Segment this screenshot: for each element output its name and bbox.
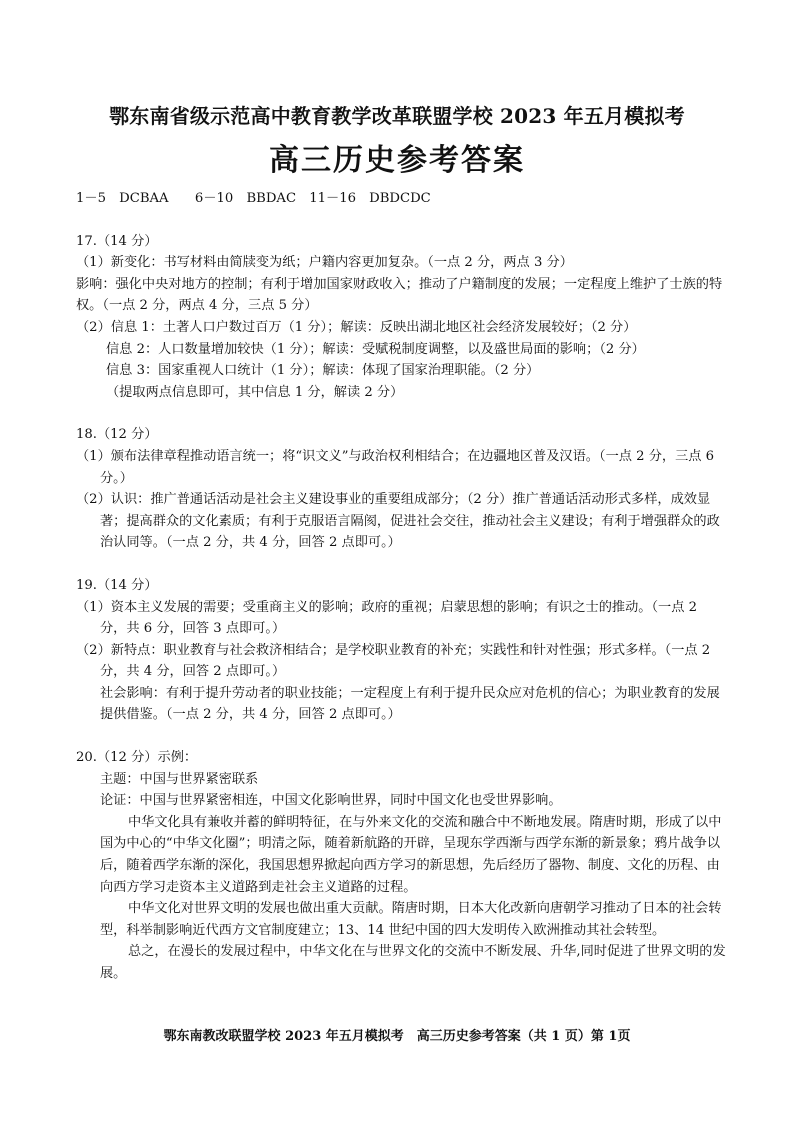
q20-thesis: 论证：中国与世界紧密相连，中国文化影响世界，同时中国文化也受世界影响。 [100, 793, 562, 809]
q19-part2: （2）新特点：职业教育与社会救济相结合；是学校职业教育的补充；实践性和针对性强；形式多样。（一点 2 分，共 4 分，回答 2 点即可。） [76, 642, 711, 680]
q20-theme: 主题：中国与世界紧密联系 [100, 771, 259, 787]
q17-part2-info3: 信息 3：国家重视人口统计（1 分）；解读：体现了国家治理职能。（2 分） [106, 363, 540, 379]
q17-note: （提取两点信息即可，其中信息 1 分，解读 2 分） [106, 384, 404, 400]
q18-heading: 18.（12 分） [76, 427, 158, 443]
document-title: 高三历史参考答案 [269, 143, 525, 178]
q17-heading: 17.（14 分） [76, 233, 158, 249]
q20-paragraph-1: 中华文化具有兼收并蓄的鲜明特征，在与外来文化的交流和融合中不断地发展。隋唐时期，形成了以中国为中心的“中华文化圈”；明清之际，随着新航路的开辟，呈现东学西渐与西学东渐的新景象；鸦片战争以后，随着西学东渐的深化，我国思想界掀起向西方学习的新思想，先后经历了器物、制度、文化的历程、由向西方学习走资本主义道路到走社会主义道路的过程。 [100, 814, 722, 895]
q19-part1: （1）资本主义发展的需要；受重商主义的影响；政府的重视；启蒙思想的影响；有识之士的推动。（一点 2 分，共 6 分，回答 3 点即可。） [76, 599, 697, 637]
q20-paragraph-2: 中华文化对世界文明的发展也做出重大贡献。隋唐时期，日本大化改新向唐朝学习推动了日本的社会转型，科举制影响近代西方文官制度建立；13、14 世纪中国的四大发明传入欧洲推动其社会转型。 [100, 901, 722, 938]
q20-paragraph-3: 总之，在漫长的发展过程中，中华文化在与世界文化的交流中不断发展、升华,同时促进了世界文明的发展。 [100, 944, 726, 981]
q19-heading: 19.（14 分） [76, 577, 158, 593]
q20-heading: 20.（12 分）示例： [76, 750, 198, 766]
q17-part2-info2: 信息 2：人口数量增加较快（1 分）；解读：受赋税制度调整，以及盛世局面的影响；（2 分） [106, 341, 645, 357]
answer-body [76, 188, 726, 985]
q17-part2-info1: （2）信息 1：土著人口户数过百万（1 分）；解读：反映出湖北地区社会经济发展较好；（2 分） [76, 319, 637, 335]
q19-social-impact: 社会影响：有利于提升劳动者的职业技能；一定程度上有利于提升民众应对危机的信心；为职业教育的发展提供借鉴。（一点 2 分，共 4 分，回答 2 点即可。） [100, 685, 720, 723]
multiple-choice-answers: 1－5 DCBAA 6－10 BBDAC 11－16 DBDCDC [76, 191, 431, 206]
exam-title: 鄂东南省级示范高中教育教学改革联盟学校 2023 年五月模拟考 [109, 104, 685, 128]
q18-part1: （1）颁布法律章程推动语言统一；将“识文义”与政治权利相结合；在边疆地区普及汉语。（一点 2 分，三点 6 分。） [76, 448, 715, 486]
q18-part2: （2）认识：推广普通话活动是社会主义建设事业的重要组成部分；（2 分）推广普通话活动形式多样，成效显著；提高群众的文化素质；有利于克服语言隔阂，促进社会交往，推动社会主义建设；有利于增强群众的政治认同等。（一点 2 分，共 4 分，回答 2 点即可。） [76, 492, 720, 551]
page-footer: 鄂东南教改联盟学校 2023 年五月模拟考 高三历史参考答案（共 1 页）第 1页 [163, 1029, 631, 1044]
q17-part1: （1）新变化：书写材料由简牍变为纸；户籍内容更加复杂。（一点 2 分，两点 3 分） [76, 255, 573, 271]
q17-influence: 影响：强化中央对地方的控制；有利于增加国家财政收入；推动了户籍制度的发展；一定程度上维护了士族的特权。（一点 2 分，两点 4 分，三点 5 分） [76, 276, 723, 314]
